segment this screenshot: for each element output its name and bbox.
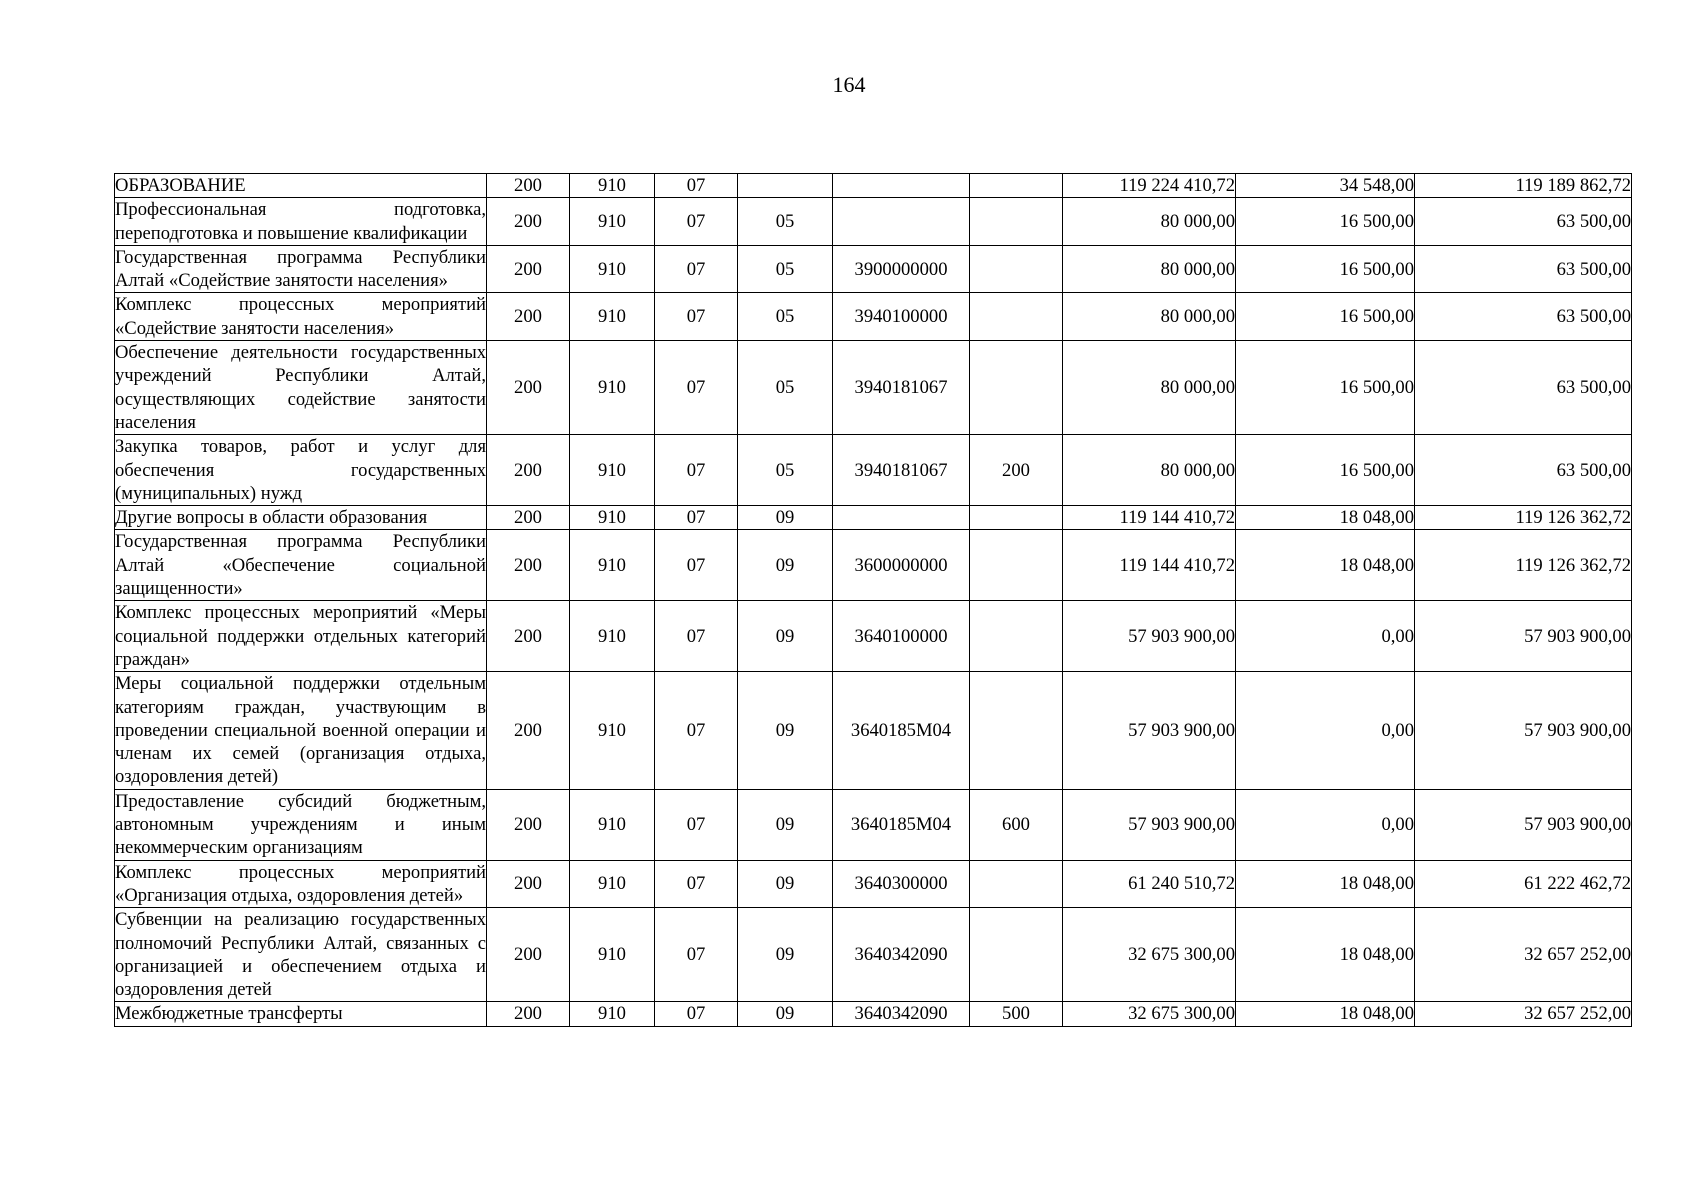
change-cell: 0,00 [1236, 789, 1415, 860]
total-cell: 119 126 362,72 [1415, 530, 1632, 601]
budget-table [114, 173, 1632, 1027]
expense-type-cell: 500 [970, 1002, 1063, 1026]
code-cell: 910 [570, 293, 655, 341]
subsection-cell: 09 [738, 601, 833, 672]
subsection-cell: 09 [738, 530, 833, 601]
change-cell: 16 500,00 [1236, 293, 1415, 341]
subsection-cell: 05 [738, 198, 833, 246]
expense-type-cell [970, 198, 1063, 246]
expense-type-cell [970, 601, 1063, 672]
code-cell: 200 [487, 789, 570, 860]
amount-cell: 119 224 410,72 [1063, 174, 1236, 198]
target-article-cell: 3640185М04 [833, 672, 970, 789]
total-cell: 63 500,00 [1415, 245, 1632, 293]
amount-cell: 80 000,00 [1063, 198, 1236, 246]
row-name: Комплекс процессных мероприятий «Меры социальной поддержки отдельных категорий граждан» [115, 602, 486, 670]
section-cell: 07 [655, 198, 738, 246]
row-name: Государственная программа Республики Алтай «Обеспечение социальной защищенности» [115, 531, 486, 600]
change-cell: 18 048,00 [1236, 908, 1415, 1002]
row-name: Обеспечение деятельности государственных учреждений Республики Алтай, осуществляющих содействие занятости населения [115, 342, 486, 433]
total-cell: 63 500,00 [1415, 341, 1632, 435]
code-cell: 200 [487, 908, 570, 1002]
code-cell: 910 [570, 245, 655, 293]
code-cell: 910 [570, 435, 655, 506]
table-row [115, 908, 1632, 1002]
section-cell: 07 [655, 174, 738, 198]
section-cell: 07 [655, 789, 738, 860]
subsection-cell: 09 [738, 1002, 833, 1026]
amount-cell: 80 000,00 [1063, 245, 1236, 293]
section-cell: 07 [655, 435, 738, 506]
subsection-cell: 05 [738, 341, 833, 435]
expense-type-cell [970, 341, 1063, 435]
code-cell: 200 [487, 198, 570, 246]
code-cell: 910 [570, 672, 655, 789]
table-row [115, 789, 1632, 860]
amount-cell: 57 903 900,00 [1063, 672, 1236, 789]
target-article-cell: 3940181067 [833, 341, 970, 435]
code-cell: 200 [487, 341, 570, 435]
row-name: Меры социальной поддержки отдельным категориям граждан, участвующим в проведении специальной военной операции и членам их семей (организация отдыха, оздоровления детей) [115, 673, 486, 788]
section-cell: 07 [655, 601, 738, 672]
change-cell: 18 048,00 [1236, 506, 1415, 530]
target-article-cell: 3940181067 [833, 435, 970, 506]
code-cell: 200 [487, 174, 570, 198]
amount-cell: 80 000,00 [1063, 293, 1236, 341]
row-name: Государственная программа Республики Алтай «Содействие занятости населения» [115, 246, 486, 292]
code-cell: 200 [487, 293, 570, 341]
code-cell: 910 [570, 341, 655, 435]
expense-type-cell [970, 174, 1063, 198]
change-cell: 34 548,00 [1236, 174, 1415, 198]
table-row [115, 198, 1632, 246]
row-name: Межбюджетные трансферты [115, 1002, 487, 1026]
code-cell: 200 [487, 860, 570, 908]
change-cell: 16 500,00 [1236, 198, 1415, 246]
change-cell: 0,00 [1236, 672, 1415, 789]
total-cell: 57 903 900,00 [1415, 789, 1632, 860]
row-name: Другие вопросы в области образования [115, 506, 487, 530]
table-row [115, 860, 1632, 908]
row-name: Закупка товаров, работ и услуг для обеспечения государственных (муниципальных) нужд [115, 436, 486, 504]
code-cell: 910 [570, 198, 655, 246]
target-article-cell: 3640100000 [833, 601, 970, 672]
code-cell: 910 [570, 601, 655, 672]
target-article-cell [833, 174, 970, 198]
code-cell: 910 [570, 506, 655, 530]
row-name: ОБРАЗОВАНИЕ [115, 174, 487, 198]
amount-cell: 80 000,00 [1063, 435, 1236, 506]
subsection-cell: 09 [738, 908, 833, 1002]
section-cell: 07 [655, 293, 738, 341]
target-article-cell: 3900000000 [833, 245, 970, 293]
amount-cell: 119 144 410,72 [1063, 506, 1236, 530]
change-cell: 16 500,00 [1236, 341, 1415, 435]
code-cell: 200 [487, 435, 570, 506]
change-cell: 18 048,00 [1236, 1002, 1415, 1026]
total-cell: 63 500,00 [1415, 293, 1632, 341]
total-cell: 57 903 900,00 [1415, 601, 1632, 672]
subsection-cell: 05 [738, 435, 833, 506]
total-cell: 63 500,00 [1415, 198, 1632, 246]
expense-type-cell [970, 245, 1063, 293]
code-cell: 200 [487, 672, 570, 789]
subsection-cell: 09 [738, 860, 833, 908]
amount-cell: 119 144 410,72 [1063, 530, 1236, 601]
row-name: Комплекс процессных мероприятий «Организация отдыха, оздоровления детей» [115, 861, 486, 906]
amount-cell: 57 903 900,00 [1063, 789, 1236, 860]
table-row [115, 245, 1632, 293]
section-cell: 07 [655, 245, 738, 293]
table-row [115, 174, 1632, 198]
expense-type-cell [970, 506, 1063, 530]
table-row [115, 530, 1632, 601]
target-article-cell: 3640342090 [833, 1002, 970, 1026]
expense-type-cell: 200 [970, 435, 1063, 506]
section-cell: 07 [655, 672, 738, 789]
table-row [115, 506, 1632, 530]
code-cell: 910 [570, 1002, 655, 1026]
page-number: 164 [832, 72, 866, 97]
subsection-cell: 09 [738, 506, 833, 530]
section-cell: 07 [655, 860, 738, 908]
table-row [115, 435, 1632, 506]
code-cell: 200 [487, 1002, 570, 1026]
amount-cell: 57 903 900,00 [1063, 601, 1236, 672]
code-cell: 200 [487, 530, 570, 601]
expense-type-cell [970, 672, 1063, 789]
subsection-cell: 09 [738, 789, 833, 860]
change-cell: 0,00 [1236, 601, 1415, 672]
subsection-cell [738, 174, 833, 198]
row-name: Предоставление субсидий бюджетным, автономным учреждениям и иным некоммерческим организациям [115, 790, 486, 859]
total-cell: 119 189 862,72 [1415, 174, 1632, 198]
amount-cell: 61 240 510,72 [1063, 860, 1236, 908]
amount-cell: 80 000,00 [1063, 341, 1236, 435]
table-row [115, 672, 1632, 789]
expense-type-cell [970, 908, 1063, 1002]
total-cell: 119 126 362,72 [1415, 506, 1632, 530]
table-row [115, 293, 1632, 341]
subsection-cell: 05 [738, 245, 833, 293]
row-name: Субвенции на реализацию государственных полномочий Республики Алтай, связанных с организацией и обеспечением отдыха и оздоровления детей [115, 909, 486, 1001]
section-cell: 07 [655, 506, 738, 530]
change-cell: 16 500,00 [1236, 435, 1415, 506]
total-cell: 63 500,00 [1415, 435, 1632, 506]
code-cell: 200 [487, 245, 570, 293]
section-cell: 07 [655, 530, 738, 601]
code-cell: 910 [570, 174, 655, 198]
total-cell: 32 657 252,00 [1415, 908, 1632, 1002]
change-cell: 18 048,00 [1236, 860, 1415, 908]
code-cell: 910 [570, 530, 655, 601]
change-cell: 16 500,00 [1236, 245, 1415, 293]
expense-type-cell: 600 [970, 789, 1063, 860]
target-article-cell: 3600000000 [833, 530, 970, 601]
expense-type-cell [970, 293, 1063, 341]
target-article-cell [833, 198, 970, 246]
expense-type-cell [970, 860, 1063, 908]
total-cell: 32 657 252,00 [1415, 1002, 1632, 1026]
change-cell: 18 048,00 [1236, 530, 1415, 601]
expense-type-cell [970, 530, 1063, 601]
target-article-cell: 3640300000 [833, 860, 970, 908]
section-cell: 07 [655, 908, 738, 1002]
subsection-cell: 09 [738, 672, 833, 789]
amount-cell: 32 675 300,00 [1063, 1002, 1236, 1026]
target-article-cell [833, 506, 970, 530]
table-row [115, 1002, 1632, 1026]
target-article-cell: 3640342090 [833, 908, 970, 1002]
table-row [115, 341, 1632, 435]
section-cell: 07 [655, 1002, 738, 1026]
target-article-cell: 3640185М04 [833, 789, 970, 860]
subsection-cell: 05 [738, 293, 833, 341]
code-cell: 200 [487, 506, 570, 530]
code-cell: 910 [570, 789, 655, 860]
amount-cell: 32 675 300,00 [1063, 908, 1236, 1002]
row-name: Профессиональная подготовка, переподготовка и повышение квалификации [115, 199, 486, 244]
code-cell: 910 [570, 908, 655, 1002]
code-cell: 910 [570, 860, 655, 908]
target-article-cell: 3940100000 [833, 293, 970, 341]
code-cell: 200 [487, 601, 570, 672]
row-name: Комплекс процессных мероприятий «Содействие занятости населения» [115, 294, 486, 339]
total-cell: 61 222 462,72 [1415, 860, 1632, 908]
section-cell: 07 [655, 341, 738, 435]
table-row [115, 601, 1632, 672]
total-cell: 57 903 900,00 [1415, 672, 1632, 789]
